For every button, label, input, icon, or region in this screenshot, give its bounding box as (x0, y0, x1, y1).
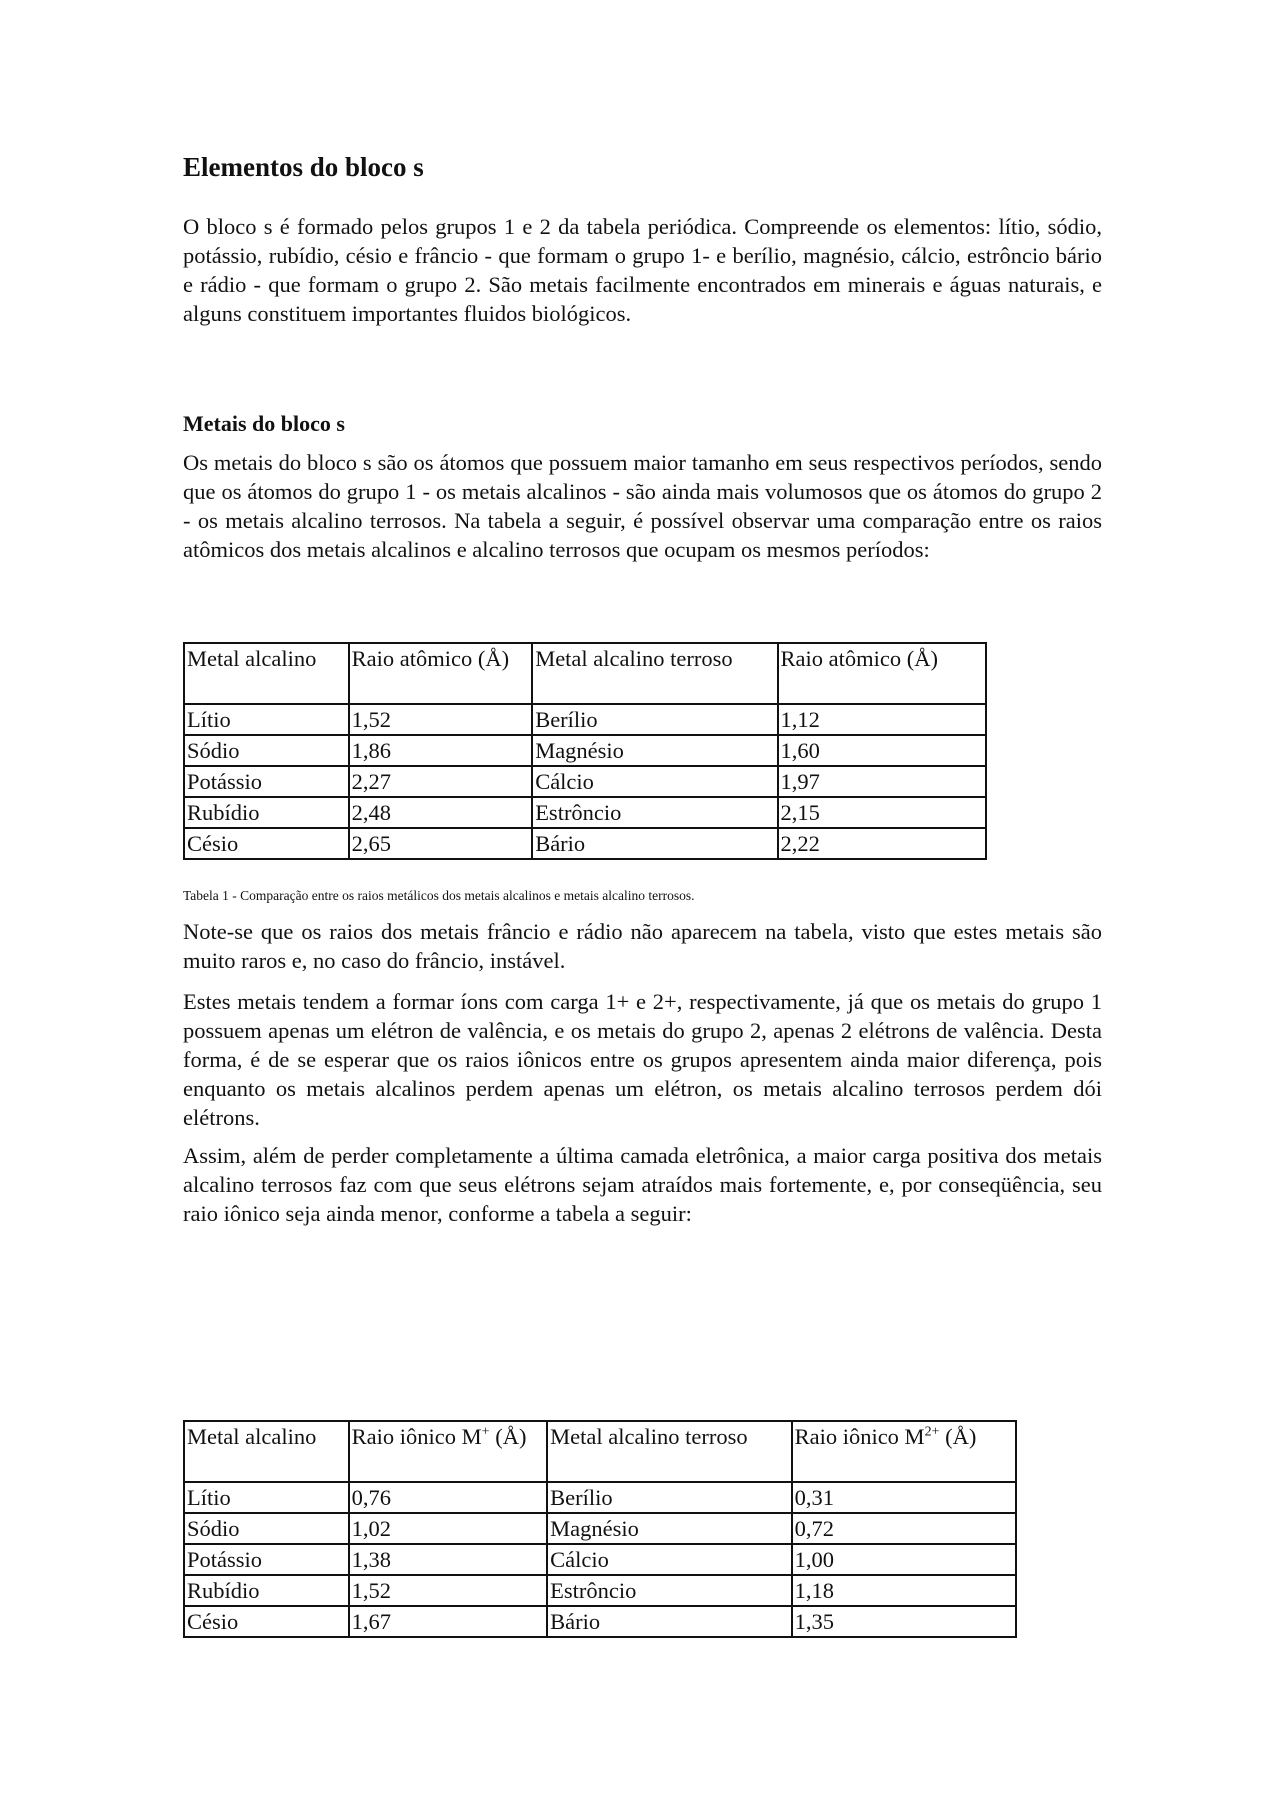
section-title: Metais do bloco s (183, 411, 345, 436)
table-header: Metal alcalino terroso (532, 643, 777, 704)
section-paragraph: Os metais do bloco s são os átomos que possuem maior tamanho em seus respectivos períodos, sendo que os átomos do grupo 1 - os metais alcalinos - são ainda mais volumosos que os átomos do grupo 2 - os metais alcalino terrosos. Na tabela a seguir, é possível observar uma comparação entre os raios atômicos dos metais alcalinos e alcalino terrosos que ocupam os mesmos períodos: (183, 450, 1102, 562)
table-header: Metal alcalino (184, 1421, 349, 1482)
table-row (184, 828, 986, 859)
table-cell: Bário (547, 1606, 791, 1637)
table-cell: 2,15 (778, 797, 986, 828)
atomic-radius-table (183, 642, 987, 860)
charge-superscript: + (481, 1424, 490, 1440)
ionic-radius-table (183, 1420, 1017, 1638)
table-cell: Bário (532, 828, 777, 859)
table-cell: Césio (184, 828, 349, 859)
table-cell: Estrôncio (547, 1575, 791, 1606)
paragraph-ions: Estes metais tendem a formar íons com carga 1+ e 2+, respectivamente, já que os metais do grupo 1 possuem apenas um elétron de valência, e os metais do grupo 2, apenas 2 elétrons de valência. Desta forma, é de se esperar que os raios iônicos entre os grupos apresentem ainda maior diferença, pois enquanto os metais alcalinos perdem apenas um elétron, os metais alcalino terrosos perdem dói elétrons. (183, 989, 1102, 1130)
table-header: Raio atômico (Å) (778, 643, 986, 704)
table-row (184, 1544, 1016, 1575)
table-cell: Césio (184, 1606, 349, 1637)
header-unit: (Å) (939, 1424, 977, 1449)
table-header (349, 1421, 547, 1482)
table-cell: 1,67 (349, 1606, 547, 1637)
paragraph-conclusion: Assim, além de perder completamente a última camada eletrônica, a maior carga positiva dos metais alcalino terrosos faz com que seus elétrons sejam atraídos mais fortemente, e, por conseqüência, seu raio iônico seja ainda menor, conforme a tabela a seguir: (183, 1143, 1102, 1226)
header-text: Raio iônico M (351, 1424, 482, 1449)
table-cell: 1,97 (778, 766, 986, 797)
table-row (184, 797, 986, 828)
paragraph-note: Note-se que os raios dos metais frâncio e rádio não aparecem na tabela, visto que estes metais são muito raros e, no caso do frâncio, instável. (183, 919, 1102, 973)
table-row (184, 1513, 1016, 1544)
table-cell: 1,38 (349, 1544, 547, 1575)
table-cell: Magnésio (547, 1513, 791, 1544)
table-cell: 1,35 (792, 1606, 1016, 1637)
table-cell: 2,22 (778, 828, 986, 859)
table-row (184, 735, 986, 766)
table-row (184, 704, 986, 735)
table-cell: 1,52 (349, 704, 533, 735)
table-cell: Potássio (184, 1544, 349, 1575)
table-cell: Cálcio (547, 1544, 791, 1575)
table-cell: Magnésio (532, 735, 777, 766)
table-cell: 2,48 (349, 797, 533, 828)
table-cell: Berílio (532, 704, 777, 735)
table-cell: Potássio (184, 766, 349, 797)
intro-paragraph: O bloco s é formado pelos grupos 1 e 2 da tabela periódica. Compreende os elementos: lítio, sódio, potássio, rubídio, césio e frâncio - que formam o grupo 1- e berílio, magnésio, cálcio, estrôncio bário e rádio - que formam o grupo 2. São metais facilmente encontrados em minerais e águas naturais, e alguns constituem importantes fluidos biológicos. (183, 214, 1102, 326)
header-unit: (Å) (489, 1424, 527, 1449)
table-row (184, 1482, 1016, 1513)
table-cell: 1,00 (792, 1544, 1016, 1575)
table-cell: Cálcio (532, 766, 777, 797)
table-header: Raio atômico (Å) (349, 643, 533, 704)
table-cell: 0,31 (792, 1482, 1016, 1513)
table-header: Metal alcalino (184, 643, 349, 704)
table-cell: Rubídio (184, 1575, 349, 1606)
table-cell: Rubídio (184, 797, 349, 828)
table-cell: Sódio (184, 1513, 349, 1544)
table-cell: Estrôncio (532, 797, 777, 828)
header-text: Raio iônico M (794, 1424, 925, 1449)
charge-superscript: 2+ (924, 1424, 940, 1440)
table-cell: 2,27 (349, 766, 533, 797)
table-header: Metal alcalino terroso (547, 1421, 791, 1482)
table-cell: 0,72 (792, 1513, 1016, 1544)
table-cell: Lítio (184, 704, 349, 735)
table-row (184, 1606, 1016, 1637)
table-header-row (184, 1421, 1016, 1482)
table-cell: 1,12 (778, 704, 986, 735)
table-cell: 1,02 (349, 1513, 547, 1544)
table-cell: Sódio (184, 735, 349, 766)
table-cell: 1,60 (778, 735, 986, 766)
page-title: Elementos do bloco s (183, 152, 424, 182)
table-cell: Berílio (547, 1482, 791, 1513)
table-cell: 2,65 (349, 828, 533, 859)
table-row (184, 1575, 1016, 1606)
table-cell: 1,52 (349, 1575, 547, 1606)
table-row (184, 766, 986, 797)
table-header-row (184, 643, 986, 704)
table-cell: 1,86 (349, 735, 533, 766)
table-cell: 1,18 (792, 1575, 1016, 1606)
table-header (792, 1421, 1016, 1482)
table-cell: 0,76 (349, 1482, 547, 1513)
table-caption: Tabela 1 - Comparação entre os raios metálicos dos metais alcalinos e metais alcalino terrosos. (183, 888, 695, 903)
table-cell: Lítio (184, 1482, 349, 1513)
